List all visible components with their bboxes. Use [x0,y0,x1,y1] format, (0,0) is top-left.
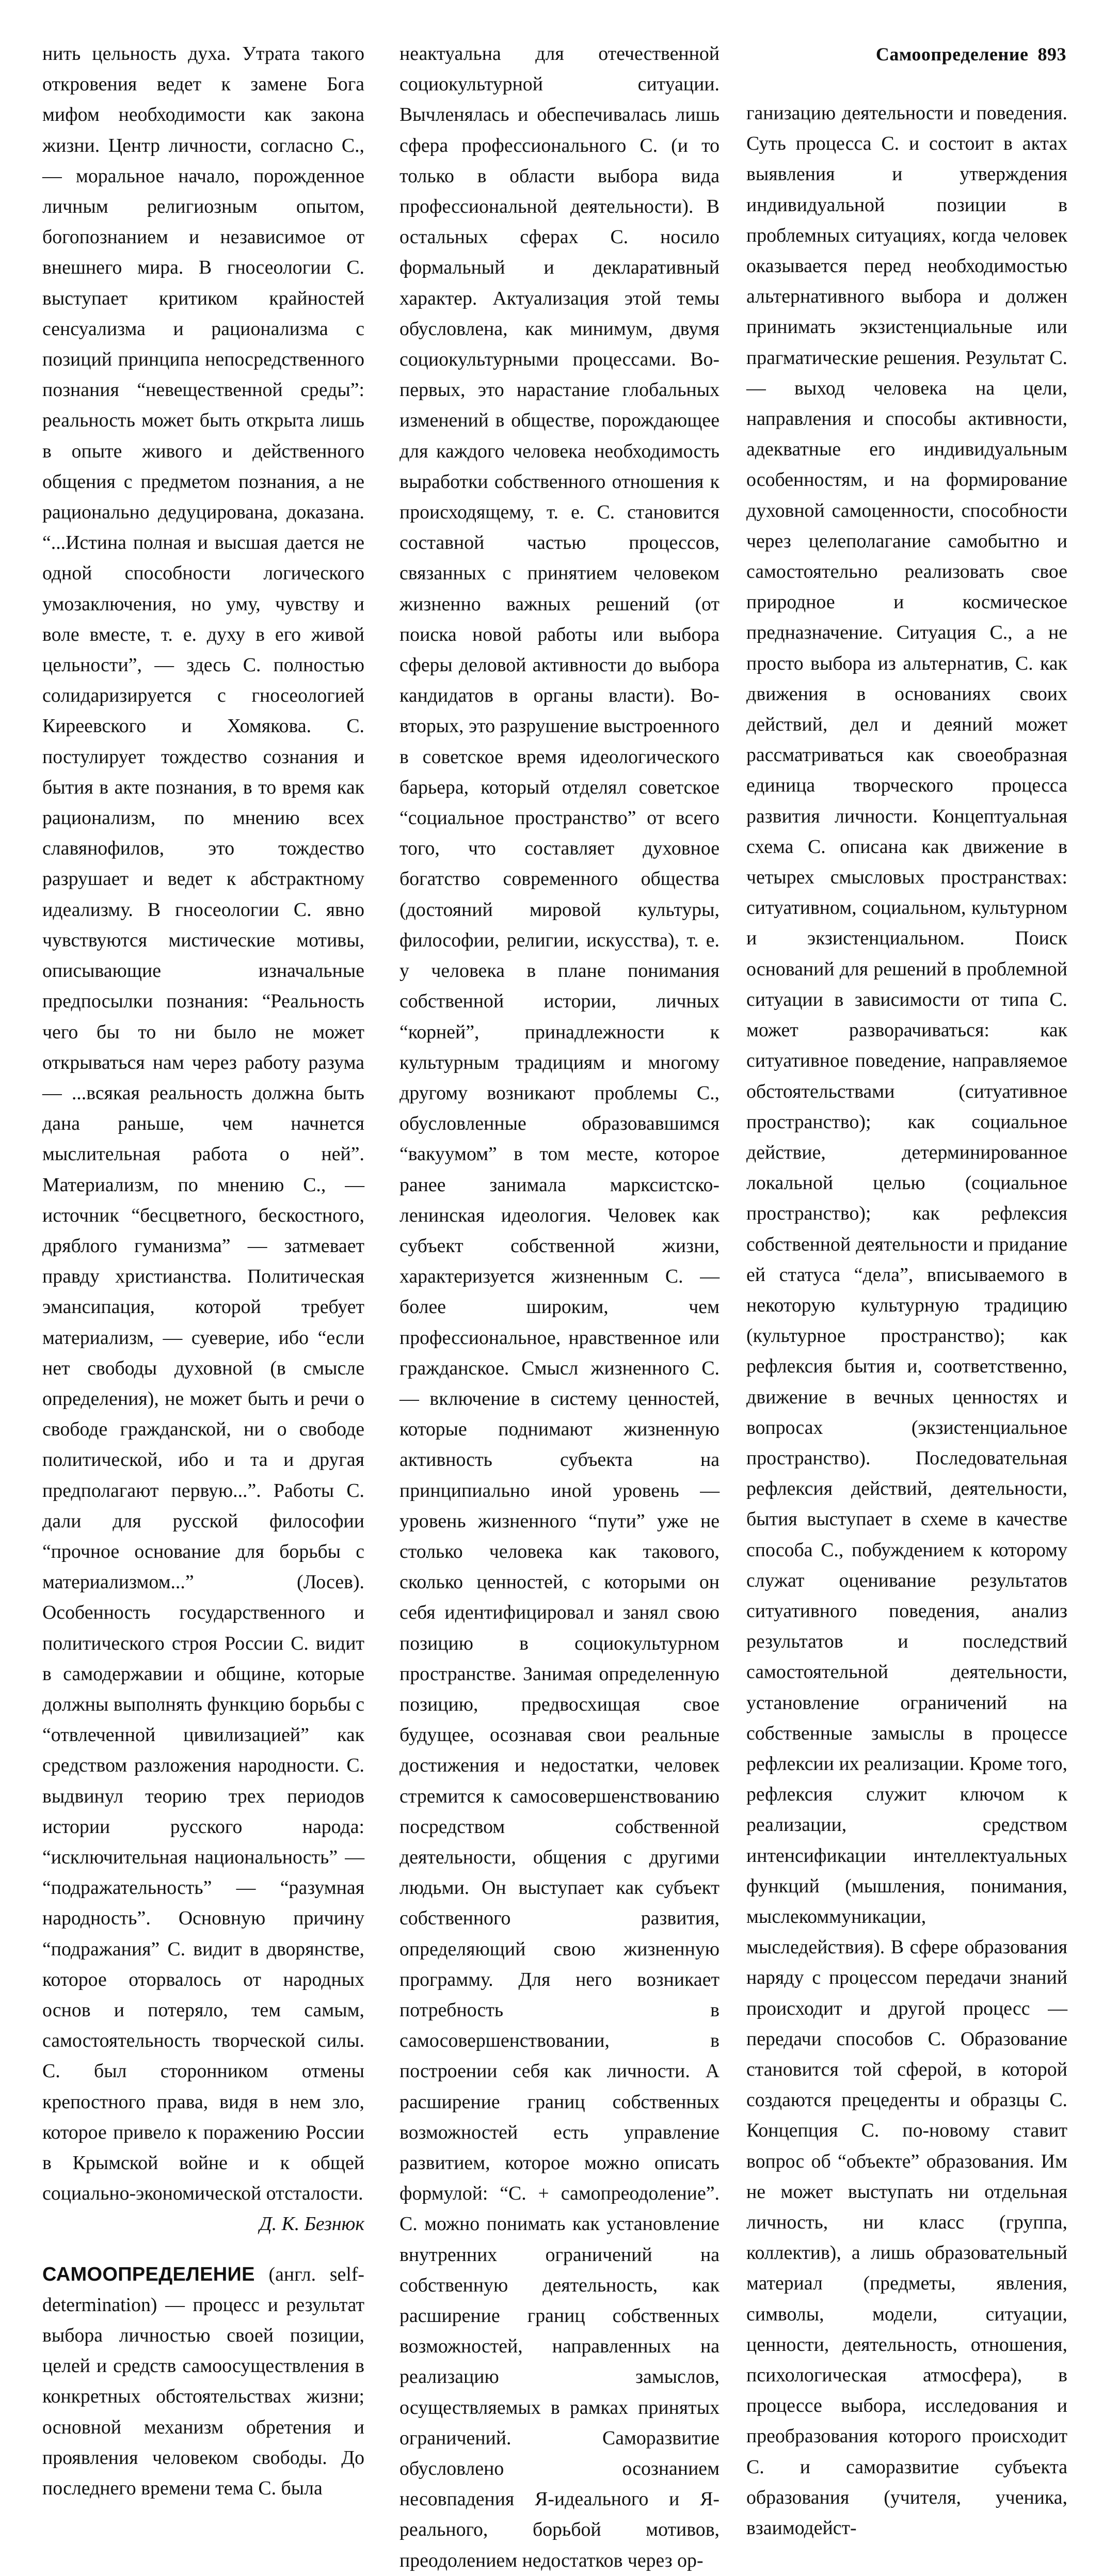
article-entry [42,2259,364,2504]
text-column-3 [746,98,1067,2543]
page-number: 893 [1037,44,1066,65]
body-paragraph: ганизацию деятельности и поведения. Суть процесса С. и состоит в актах выявления и утверждения индивидуальной позиции в проблемных ситуациях, когда человек оказывается перед необходимостью альтернативного выбора и должен принимать экзистенциальные или прагматические решения. Результат С. — выход человека на цели, направления и способы активности, адекватные его индивидуальным особенностям, и на формирование духовной самоценности, способности через целеполагание самобытно и самостоятельно реализовать свое природное и космическое предназначение. Ситуация С., а не просто выбора из альтернатив, С. как движения в основаниях своих действий, дел и деяний может рассматриваться как своеобразная единица творческого процесса развития личности. Концептуальная схема С. описана как движение в четырех смысловых пространствах: ситуативном, социальном, культурном и экзистенциальном. Поиск оснований для решений в проблемной ситуации в зависимости от типа С. может разворачиваться: как ситуативное поведение, направляемое обстоятельствами (ситуативное пространство); как социальное действие, детерминированное локальной целью (социальное пространство); как рефлексия собственной деятельности и придание ей статуса “дела”, вписываемого в некоторую культурную традицию (культурное пространство); как рефлексия бытия и, соответственно, движение в вечных ценностях и вопросах (экзистенциальное пространство). Последовательная рефлексия действий, деятельности, бытия выступает в схеме в качестве способа С., побуждением к которому служат оценивание результатов ситуативного поведения, анализ результатов и последствий самостоятельной деятельности, установление ограничений на собственные замыслы в процессе рефлексии их реализации. Кроме того, рефлексия служит ключом к реализации, средством интенсификации интеллектуальных функций (мышления, понимания, мыслекоммуникации, мыследействия). В сфере образования наряду с процессом передачи знаний происходит и другой процесс — передачи способов С. Образование становится той сферой, в которой создаются прецеденты и образцы С. Концепция С. по-новому ставит вопрос об “объекте” образования. Им не может выступать ни отдельная личность, ни класс (группа, коллектив), а лишь образовательный материал (предметы, явления, символы, модели, ситуации, ценности, деятельность, отношения, психологическая атмосфера), в процессе выбора, исследования и преобразования которого происходит С. и саморазвитие субъекта образования (учителя, ученика, взаимодейст- [746,102,1067,2539]
body-paragraph: неактуальна для отечественной социокультурной ситуации. Вычленялась и обеспечивалась лишь сфера профессионального С. (и то только в области выбора вида профессиональной деятельности). В остальных сферах С. носило формальный и декларативный характер. Актуализация этой темы обусловлена, как минимум, двумя социокультурными процессами. Во-первых, это нарастание глобальных изменений в обществе, порождающее для каждого человека необходимость выработки собственного отношения к происходящему, т. е. С. становится составной частью процессов, связанных с принятием человеком жизненно важных решений (от поиска новой работы или выбора сферы деловой активности до выбора кандидатов в органы власти). Во-вторых, это разрушение выстроенного в советское время идеологического барьера, который отделял советское “социальное пространство” от всего того, что составляет духовное богатство современного общества (достояний мировой культуры, философии, религии, искусства), т. е. у человека в плане понимания собственной истории, личных “корней”, принадлежности к культурным традициям и многому другому возникают проблемы С., обусловленные образовавшимся “вакуумом” в том месте, которое ранее занимала марксистско-ленинская идеология. Человек как субъект собственной жизни, характеризуется жизненным С. — более широким, чем профессиональное, нравственное или гражданское. Смысл жизненного С. — включение в систему ценностей, которые поднимают жизненную активность субъекта на принципиально иной уровень — уровень жизненного “пути” уже не столько человека как такового, сколько ценностей, с которыми он себя идентифицировал и занял свою позицию в социокультурном пространстве. Занимая определенную позицию, предвосхищая свое будущее, осознавая свои реальные достижения и недостатки, человек стремится к самосовершенствованию посредством собственной деятельности, общения с другими людьми. Он выступает как субъект собственного развития, определяющий свою жизненную программу. Для него возникает потребность в самосовершенствовании, в построении себя как личности. А расширение границ собственных возможностей есть управление развитием, которое можно описать формулой: “С. + самопреодоление”. С. можно понимать как установление внутренних ограничений на собственную деятельность, как расширение границ собственных возможностей, направленных на реализацию замыслов, осуществляемых в рамках принятых ограничений. Саморазвитие обусловлено осознанием несовпадения Я-идеального и Я-реального, борьбой мотивов, преодолением недостатков через ор- [399,43,720,2571]
running-head [876,43,1066,65]
body-paragraph: нить цельность духа. Утрата такого откровения ведет к замене Бога мифом необходимости как закона жизни. Центр личности, согласно С., — моральное начало, порожденное личным религиозным опытом, богопознанием и независимое от внешнего мира. В гносеологии С. выступает критиком крайностей сенсуализма и рационализма с позиций принципа непосредственного познания “невещественной среды”: реальность может быть открыта лишь в опыте живого и действенного общения с предметом познания, а не рационально дедуцирована, доказана. “...Истина полная и высшая дается не одной способности логического умозаключения, но уму, чувству и воле вместе, т. е. духу в его живой цельности”, — здесь С. полностью солидаризируется с гносеологией Киреевского и Хомякова. С. постулирует тождество сознания и бытия в акте познания, в то время как рационализм, по мнению всех славянофилов, это тождество разрушает и ведет к абстрактному идеализму. В гносеологии С. явно чувствуются мистические мотивы, описывающие изначальные предпосылки познания: “Реальность чего бы то ни было не может открываться нам через работу разума — ...всякая реальность должна быть дана раньше, чем начнется мыслительная работа о ней”. Материализм, по мнению С., — источник “бесцветного, бескостного, дряблого гуманизма” — затмевает правду христианства. Политическая эмансипация, которой требует материализм, — суеверие, ибо “если нет свободы духовной (в смысле определения), не может быть и речи о свободе гражданской, ни о свободе политической, ибо и та и другая предполагают первую...”. Работы С. дали для русской философии “прочное основание для борьбы с материализмом...” (Лосев). Особенность государственного и политического строя России С. видит в самодержавии и общине, которые должны выполнять функцию борьбы с “отвлеченной цивилизацией” как средством разложения народности. С. выдвинул теорию трех периодов истории русского народа: “исключительная национальность” — “подражательность” — “разумная народность”. Основную причину “подражания” С. видит в дворянстве, которое оторвалось от народных основ и потеряло, тем самым, самостоятельность творческой силы. С. был сторонником отмены крепостного права, видя в нем зло, которое привело к поражению России в Крымской войне и к общей социально-экономической отсталости. [42,43,364,2205]
author-signature: Д. К. Безнюк [259,2213,364,2235]
running-title: Самоопределение [875,44,1029,65]
text-column-1 [42,39,364,2504]
article-headword: САМООПРЕДЕЛЕНИЕ [42,2263,255,2285]
entry-text: (англ. self-determination) — процесс и результат выбора личностью своей позиции, целей и средств самоосуществления в конкретных обстоятельствах жизни; основной механизм обретения и проявления человеком свободы. До последнего времени тема С. была [42,2263,364,2500]
text-column-2 [399,39,720,2576]
